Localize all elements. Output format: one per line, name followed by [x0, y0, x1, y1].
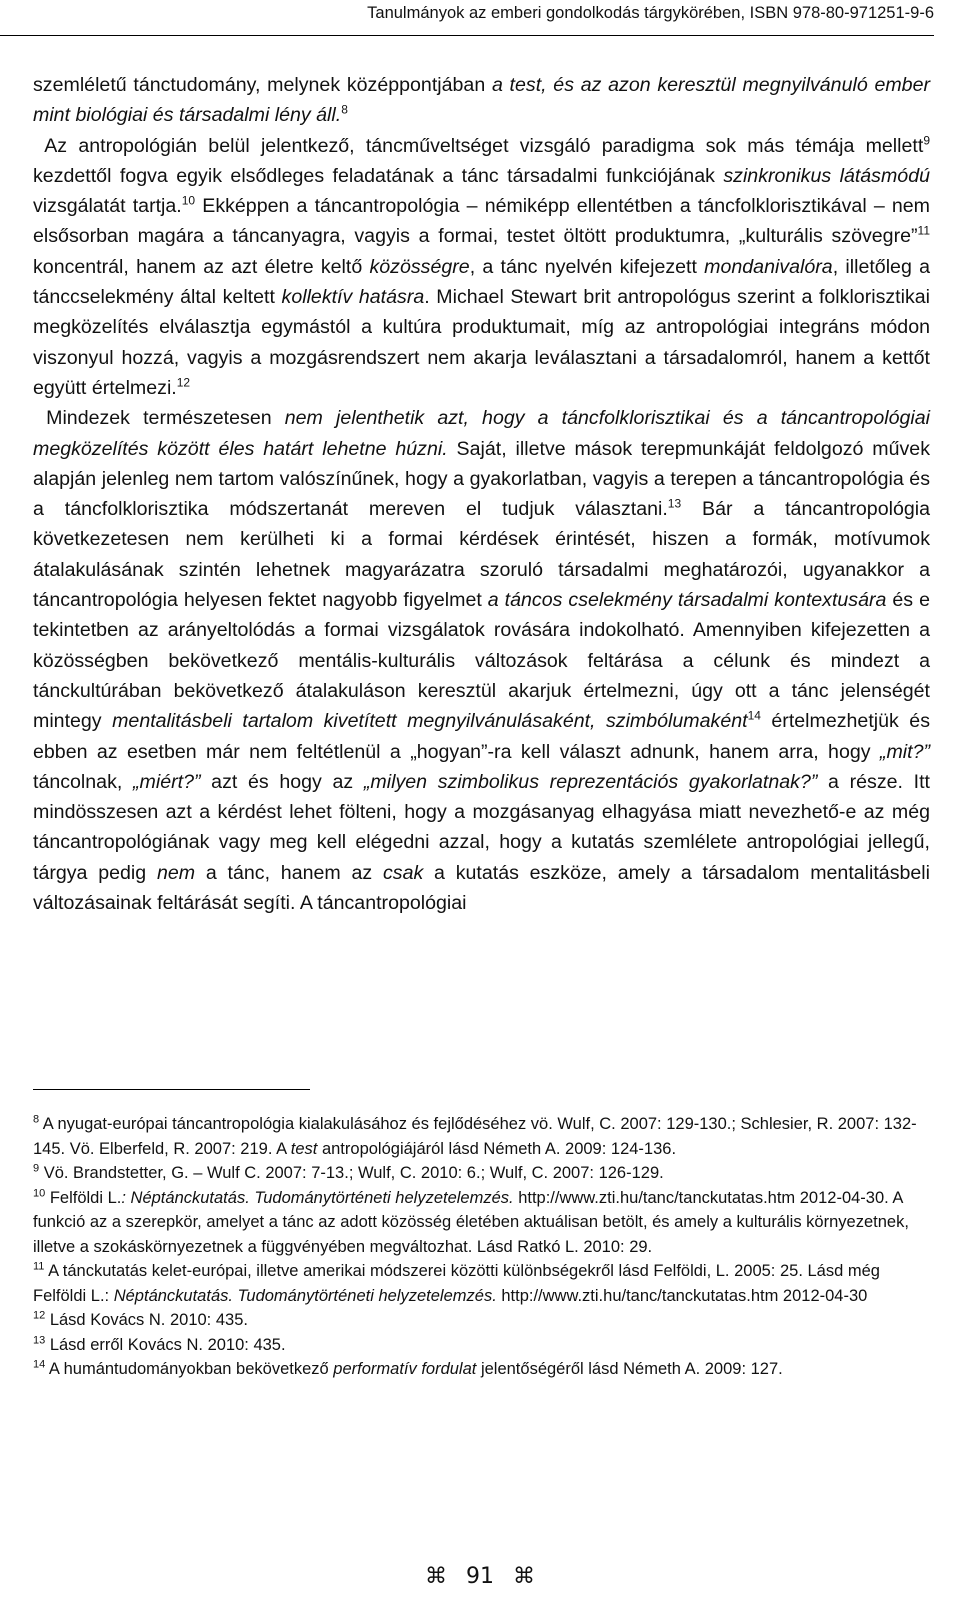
text-run: Lásd Kovács N. 2010: 435.	[45, 1311, 248, 1329]
italic-run: mondanivalóra	[704, 255, 833, 278]
text-run: értelmezhetjük és ebben az esetben már nem feltétlenül a „hogyan”-ra kell választ adnunk, hanem arra, hogy	[33, 710, 930, 763]
main-text	[33, 70, 930, 918]
text-run: Bár a táncantropológia következetesen nem kerülheti ki a formai kérdések érintését, hiszen a formák, motívumok átalakulásának szintén lehetnek magyarázatra szoruló társadalmi meghatározói, ugyanakkor a táncantropológia helyesen fektet nagyobb figyelmet	[33, 498, 930, 612]
italic-run: Néptánckutatás. Tudománytörténeti helyzetelemzés.	[113, 1286, 497, 1305]
italic-run: test	[290, 1139, 318, 1158]
footnote-separator	[33, 1089, 310, 1090]
italic-run: mentalitásbeli tartalom kivetített megnyilvánulásaként, szimbólumaként	[112, 710, 748, 733]
text-run: a része. Itt mindösszesen azt a kérdést lehet fölteni, hogy a mozgásanyag elhagyása miatt nevezhető-e az még táncantropológiának vagy meg kell elégedni azzal, hogy a kutatás szemlélete antropológiai jellegű, tárgya pedig	[33, 770, 930, 884]
running-title: Tanulmányok az emberi gondolkodás tárgykörében, ISBN 978-80-971251-9-6	[367, 4, 934, 22]
text-run: Ekképpen a táncantropológia – némiképp ellentétben a táncfolklorisztikával – nem elsősorban magára a táncanyagra, vagyis a formai, testet öltött produktumra, „kulturális szövegre”	[33, 195, 930, 248]
command-symbol-icon: ⌘	[425, 1564, 447, 1589]
text-run: A nyugat-európai táncantropológia kialakulásához és fejlődéséhez vö. Wulf, C. 2007: 129-130.; Schlesier, R. 2007: 132-145. Vö. Elberfeld, R. 2007: 219. A	[33, 1115, 917, 1158]
page-number-value: 91	[466, 1564, 494, 1589]
italic-run: : Néptánckutatás. Tudománytörténeti helyzetelemzés.	[121, 1188, 514, 1207]
italic-run: nem	[156, 861, 196, 884]
footnote-ref: 10	[181, 193, 196, 208]
text-run: , illetőleg a tánccselekmény által keltett	[33, 255, 930, 309]
text-run: azt és hogy az	[200, 770, 364, 793]
footnote-11	[33, 1259, 930, 1308]
text-run: Mindezek természetesen	[46, 407, 285, 430]
running-header	[0, 0, 934, 36]
footnote-number: 14	[33, 1358, 46, 1371]
text-run: Az antropológián belül jelentkező, táncműveltséget vizsgáló paradigma sok más témája mellett	[44, 134, 924, 157]
command-symbol-icon: ⌘	[513, 1564, 535, 1589]
text-run: kezdettől fogva egyik elsődleges feladatának a tánc társadalmi funkciójának	[33, 164, 724, 187]
footnote-number: 13	[33, 1334, 46, 1346]
italic-run: a táncos cselekmény társadalmi kontextusára	[487, 589, 887, 612]
footnote-ref: 9	[923, 133, 930, 148]
italic-run: csak	[382, 861, 424, 884]
italic-run: nem jelenthetik azt, hogy a táncfolklorisztikai és a táncantropológiai megközelítés között éles határt lehetne húzni.	[33, 407, 930, 460]
text-run: táncolnak,	[33, 770, 133, 793]
text-run: a kutatás eszköze, amely a társadalom mentalitásbeli változásainak feltárását segíti. A táncantropológiai	[33, 861, 930, 915]
italic-run: közösségre	[369, 255, 470, 278]
text-run: Felföldi L.	[45, 1188, 122, 1207]
footnotes	[33, 1112, 930, 1382]
italic-run: „milyen szimbolikus reprezentációs gyakorlatnak?”	[363, 770, 818, 793]
text-run: A humántudományokban bekövetkező	[45, 1360, 334, 1378]
text-run: A tánckutatás kelet-európai, illetve amerikai módszerei közötti különbségekről lásd Felföldi, L. 2005: 25. Lásd még Felföldi L.:	[33, 1262, 880, 1305]
text-run: a tánc, hanem az	[195, 861, 383, 884]
footnote-number: 12	[33, 1309, 46, 1322]
text-run: koncentrál, hanem az azt életre keltő	[33, 255, 370, 278]
footnote-number: 10	[33, 1187, 46, 1199]
text-run: antropológiájáról lásd Németh A. 2009: 124-136.	[317, 1139, 677, 1158]
footnote-ref: 13	[667, 496, 682, 511]
footnote-number: 8	[33, 1113, 40, 1126]
paragraph	[33, 70, 930, 131]
footnote-10	[33, 1186, 930, 1260]
footnote-ref: 11	[917, 223, 930, 238]
footnote-13	[33, 1333, 930, 1358]
page-number	[0, 1562, 960, 1592]
text-run: http://www.zti.hu/tanc/tanckutatas.htm 2012-04-30. A funkció az a szerepkör, amelyet a tánc az adott közösség életében aktuálisan betölt, és amely a kulturális környezetnek, illetve a szokáskörnyezetnek a függvényében megváltozhat. Lásd Ratkó L. 2010: 29.	[33, 1188, 909, 1256]
italic-run: performatív fordulat	[333, 1360, 477, 1378]
italic-run: szinkronikus látásmódú	[723, 164, 930, 187]
footnote-12	[33, 1308, 930, 1333]
footnote-8	[33, 1112, 930, 1161]
footnote-9	[33, 1161, 930, 1186]
text-run: . Michael Stewart brit antropológus szerint a folklorisztikai megközelítés elválasztja egymástól a kultúra produktumait, míg az antropológiai integráns módon viszonyul hozzá, vagyis a mozgásrendszert nem akarja leválasztani a társadalomról, hanem a kettőt együtt értelmezi.	[33, 286, 931, 399]
italic-run: a test, és az azon keresztül megnyilvánuló ember mint biológiai és társadalmi lény áll.	[33, 74, 930, 127]
paragraph	[33, 131, 930, 404]
footnote-ref: 14	[747, 708, 761, 723]
text-run: szemléletű tánctudomány, melynek középpontjában	[33, 74, 492, 96]
text-run: vizsgálatát tartja.	[33, 195, 182, 218]
text-run: jelentőségéről lásd Németh A. 2009: 127.	[476, 1360, 783, 1378]
italic-run: „miért?”	[133, 770, 201, 793]
footnote-number: 11	[33, 1260, 45, 1273]
paragraph	[33, 403, 930, 918]
text-run: Lásd erről Kovács N. 2010: 435.	[45, 1335, 286, 1354]
italic-run: kollektív hatásra	[281, 286, 425, 309]
text-run: , a tánc nyelvén kifejezett	[469, 255, 705, 278]
text-run: Saját, illetve mások terepmunkáját feldolgozó művek alapján jelenleg nem tartom valószínűnek, hogy a gyakorlatban, vagyis a terepen a táncantropológia és a táncfolklorisztika módszertanát mereven el tudjuk választani.	[33, 437, 930, 521]
text-run: http://www.zti.hu/tanc/tanckutatas.htm 2012-04-30	[496, 1286, 868, 1305]
footnote-number: 9	[33, 1162, 40, 1175]
text-run: Vö. Brandstetter, G. – Wulf C. 2007: 7-13.; Wulf, C. 2010: 6.; Wulf, C. 2007: 126-129.	[39, 1164, 664, 1182]
text-run: és e tekintetben az arányeltolódás a formai vizsgálatok rovására indokolható. Amennyiben kifejezetten a közösségben bekövetkező mentális-kulturális változások feltárása a célunk és mindezt a tánckultúrában bekövetkező átalakuláson keresztül akarjuk értelmezni, úgy ott a tánc jelenségét mintegy	[33, 589, 930, 733]
footnote-ref: 12	[176, 375, 191, 390]
footnote-14	[33, 1357, 930, 1382]
footnote-ref: 8	[341, 102, 348, 117]
italic-run: „mit?”	[879, 740, 930, 763]
